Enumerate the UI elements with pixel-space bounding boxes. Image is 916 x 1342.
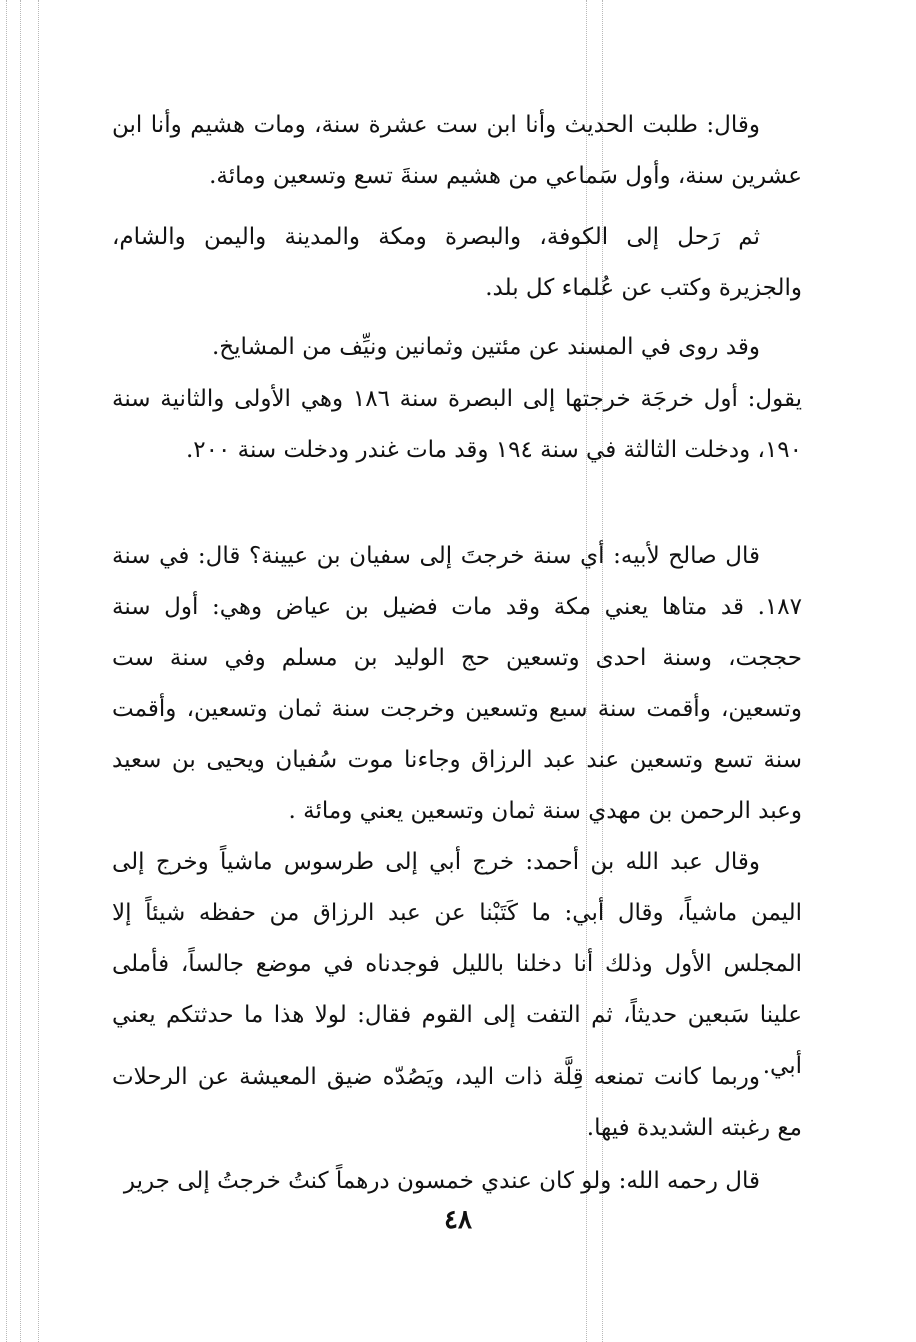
paragraph: وقد روى في المسند عن مئتين وثمانين ونيِّف من المشايخ.	[212, 334, 760, 360]
page-number: ٤٨	[444, 1205, 472, 1235]
binding-dotted-line	[38, 0, 39, 1342]
binding-dotted-line	[20, 0, 21, 1342]
paragraph: يقول: أول خرجَة خرجتها إلى البصرة سنة ١٨٦ وهي الأولى والثانية سنة ١٩٠، ودخلت الثالثة في سنة ١٩٤ وقد مات غندر ودخلت سنة ٢٠٠.	[112, 386, 802, 463]
paragraph: وقال: طلبت الحديث وأنا ابن ست عشرة سنة، ومات هشيم وأنا ابن عشرين سنة، وأول سَماعي من هشيم سنةَ تسع وتسعين ومائة.	[112, 112, 802, 189]
paragraph: وقال عبد الله بن أحمد: خرج أبي إلى طرسوس ماشياً وخرج إلى اليمن ماشياً، وقال أبي: ما كَتَبْنا عن عبد الرزاق من حفظه شيئاً إلا المجلس الأول وذلك أنا دخلنا بالليل فوجدناه في موضع جالساً، فأملى علينا سَبعين حديثاً، ثم التفت إلى القوم فقال: لولا هذا ما حدثتكم يعني أبي.	[112, 849, 802, 1079]
paragraph: وربما كانت تمنعه قِلَّة ذات اليد، ويَصُدّه ضيق المعيشة عن الرحلات مع رغبته الشديدة فيها.	[112, 1064, 802, 1141]
paragraph: قال رحمه الله: ولو كان عندي خمسون درهماً كنتُ خرجتُ إلى جرير	[123, 1168, 760, 1194]
paragraph: ثم رَحل إلى الكوفة، والبصرة ومكة والمدينة واليمن والشام، والجزيرة وكتب عن عُلماء كل بلد.	[112, 224, 802, 301]
binding-dotted-line	[6, 0, 7, 1342]
paragraph: قال صالح لأبيه: أي سنة خرجتَ إلى سفيان بن عيينة؟ قال: في سنة ١٨٧. قد متاها يعني مكة وقد مات فضيل بن عياض وهي: أول سنة حججت، وسنة احدى وتسعين حج الوليد بن مسلم وفي سنة ست وتسعين، وأقمت سنة سبع وتسعين وخرجت سنة ثمان وتسعين، وأقمت سنة تسع وتسعين عند عبد الرزاق وجاءنا موت سُفيان ويحيى بن سعيد وعبد الرحمن بن مهدي سنة ثمان وتسعين يعني ومائة .	[112, 543, 802, 824]
